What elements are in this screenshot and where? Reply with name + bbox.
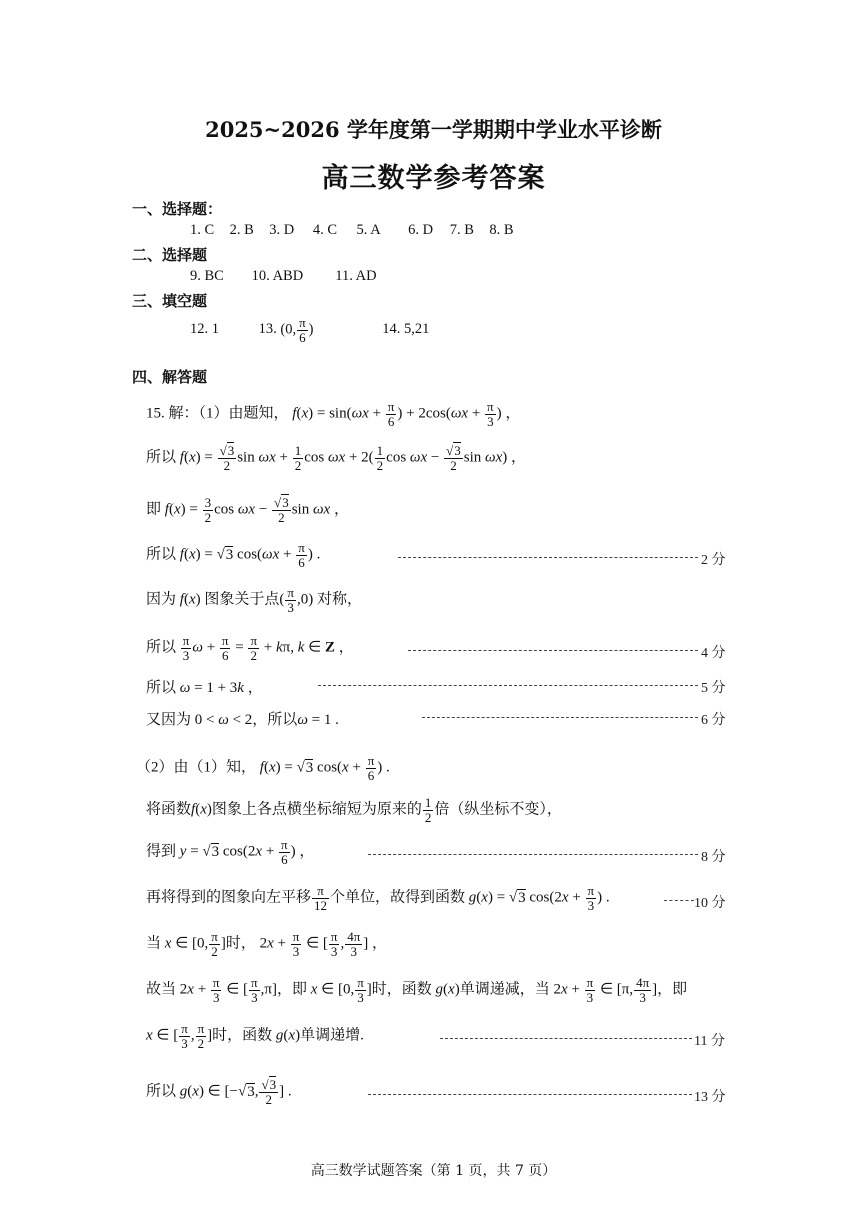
shift-a: 再将得到的图象向左平移 [146,889,312,906]
answer-11: 11. AD [335,268,377,284]
ie2-label: ，即 [657,981,688,998]
q15-line-1: 15. 解：（1）由题知， f(x) = sin(ωx + $\frac{\pi}{6}$ ) + 2cos(ωx + $\frac{\pi}{3}$ ) ， [146,399,521,429]
answer-4: 4. C [312,222,338,238]
answer-7: 7. B [449,222,474,238]
answer-13: 13. (0, $\frac{\pi}{6}$ ) [258,315,314,345]
ji-label: 即 [146,501,162,518]
answer-2: 2. B [229,222,254,238]
score-leader [368,854,698,855]
so-label: 所以 [146,449,177,466]
ie-label: ，即 [276,981,307,998]
score-4: 4 分 [701,646,726,661]
score-leader [664,900,694,901]
page-footer: 高三数学试题答案（第 1 页，共 7 页） [310,1163,557,1179]
q15-part2-line-6: 故当 2x + $\frac{\pi}{3}$ ∈ [ $\frac{\pi}{3}$ ,π]，即 x ∈ [0, $\frac{\pi}{3}$ ]时，函数 g(x)单调递减，当 2x + $\frac{\pi}{3}$ ∈ [π, $\frac{4\pi}{3}$ ]，即 [146,975,688,1005]
q15-line-2: 所以 f(x) = $\frac{√3}{2}$ sin ωx + $\frac{1}{2}$ cos ωx + 2( $\frac{1}{2}$ cos ωx − $\frac{√3}{2}$ sin ωx) ， [146,443,527,473]
so-label-3: 所以 [146,639,177,656]
answer-10: 10. ABD [251,268,304,284]
answer-5: 5. A [356,222,381,238]
so-when: 故当 [146,981,177,998]
answer-3: 3. D [269,222,295,238]
answer-9: 9. BC [190,268,224,284]
score-leader [318,685,698,686]
so-label-4: 所以 [146,680,177,696]
also-mid-label: ，所以 [252,712,298,728]
shrink-a: 将函数 [146,801,192,818]
answer-key-title: 高三数学参考答案 [321,163,546,194]
so-label-2: 所以 [146,546,177,563]
multi-answers [190,268,377,285]
shift-b: 个单位，故得到函数 [330,889,466,906]
q15-intro: 15. 解：（1）由题知， [146,405,289,422]
result-label: 所以 [146,1083,177,1100]
answer-12: 12. 1 [190,321,219,338]
exam-title: 2025~2026 学年度第一学期期中学业水平诊断 [205,117,662,142]
score-11: 11 分 [694,1034,725,1049]
q15-part2-line-4: 再将得到的图象向左平移 $\frac{\pi}{12}$ 个单位，故得到函数 g(x) = √3 cos(2x + $\frac{\pi}{3}$ ) . [146,883,610,913]
because-label: 因为 [146,591,177,608]
score-6: 6 分 [701,713,726,728]
dec-b: 单调递减，当 [459,981,550,998]
q15-line-3: 即 f(x) = $\frac{3}{2}$ cos ωx − $\frac{√3}{2}$ sin ωx ， [146,495,349,525]
section-multi: 二、选择题 [132,246,208,264]
score-5: 5 分 [701,681,726,696]
section-choice: 一、选择题： [132,200,223,218]
shrink-b: 图象上各点横坐标缩短为原来的 [211,801,422,818]
q15-line-8: 又因为 0 < ω < 2，所以ω = 1 . [146,712,339,728]
choice-answers [190,222,514,239]
shrink-c: 倍（纵坐标不变）， [434,801,562,818]
answer-14: 14. 5,21 [382,321,430,338]
sym-label: 对称， [316,591,362,608]
q15-part2-line-2: 将函数f(x)图象上各点横坐标缩短为原来的 $\frac{1}{2}$ 倍（纵坐标不变）， [146,795,562,825]
also-label: 又因为 [146,712,192,728]
score-leader [440,1038,692,1039]
answer-1: 1. C [190,222,215,238]
answer-6: 6. D [408,222,434,238]
q15-line-4: 所以 f(x) = √3 cos(ωx + $\frac{\pi}{6}$ ) . [146,540,321,570]
section-fill: 三、填空题 [132,292,208,310]
q15-line-7: 所以 ω = 1 + 3k ， [146,680,263,696]
section-solve: 四、解答题 [132,368,208,386]
part2-intro: （2）由（1）知， [136,759,257,776]
q15-line-5: 因为 f(x) 图象关于点( $\frac{\pi}{3}$ ,0) 对称， [146,585,362,615]
score-10: 10 分 [694,896,726,911]
score-2: 2 分 [701,553,726,568]
inc-b: 单调递增. [300,1027,364,1044]
dec-label: 时，函数 [371,981,432,998]
answer-8: 8. B [489,222,514,238]
graph-sym-label: 图象关于点 [204,591,280,608]
score-leader [422,717,698,718]
score-leader [408,650,698,651]
q15-line-6: 所以 $\frac{\pi}{3}$ ω + $\frac{\pi}{6}$ = $\frac{\pi}{2}$ + kπ, k ∈ Z ， [146,633,354,663]
q15-part2-line-8: 所以 g(x) ∈ [−√3, $\frac{√3}{2}$ ] . [146,1077,292,1107]
inc-label: 时，函数 [212,1027,273,1044]
fill-answers [190,316,429,344]
q15-part2-line-1: （2）由（1）知， f(x) = √3 cos(x + $\frac{\pi}{6}$ ) . [136,753,390,783]
score-leader [368,1094,692,1095]
score-13: 13 分 [694,1090,726,1105]
when-b: 时， [225,935,256,952]
q15-part2-line-7: x ∈ [ $\frac{\pi}{3}$ , $\frac{\pi}{2}$ ]时，函数 g(x)单调递增. [146,1021,364,1051]
answer-13-label: 13. [258,321,277,338]
score-leader [398,557,698,558]
q15-part2-line-5: 当 x ∈ [0, $\frac{\pi}{2}$ ]时， 2x + $\frac{\pi}{3}$ ∈ [ $\frac{\pi}{3}$ , $\frac{4\pi}{3}$ ] ， [146,929,388,959]
when-label: 当 [146,935,162,952]
get-label: 得到 [146,843,177,860]
q15-part2-line-3: 得到 y = √3 cos(2x + $\frac{\pi}{6}$ ) ， [146,837,315,867]
score-8: 8 分 [701,850,726,865]
